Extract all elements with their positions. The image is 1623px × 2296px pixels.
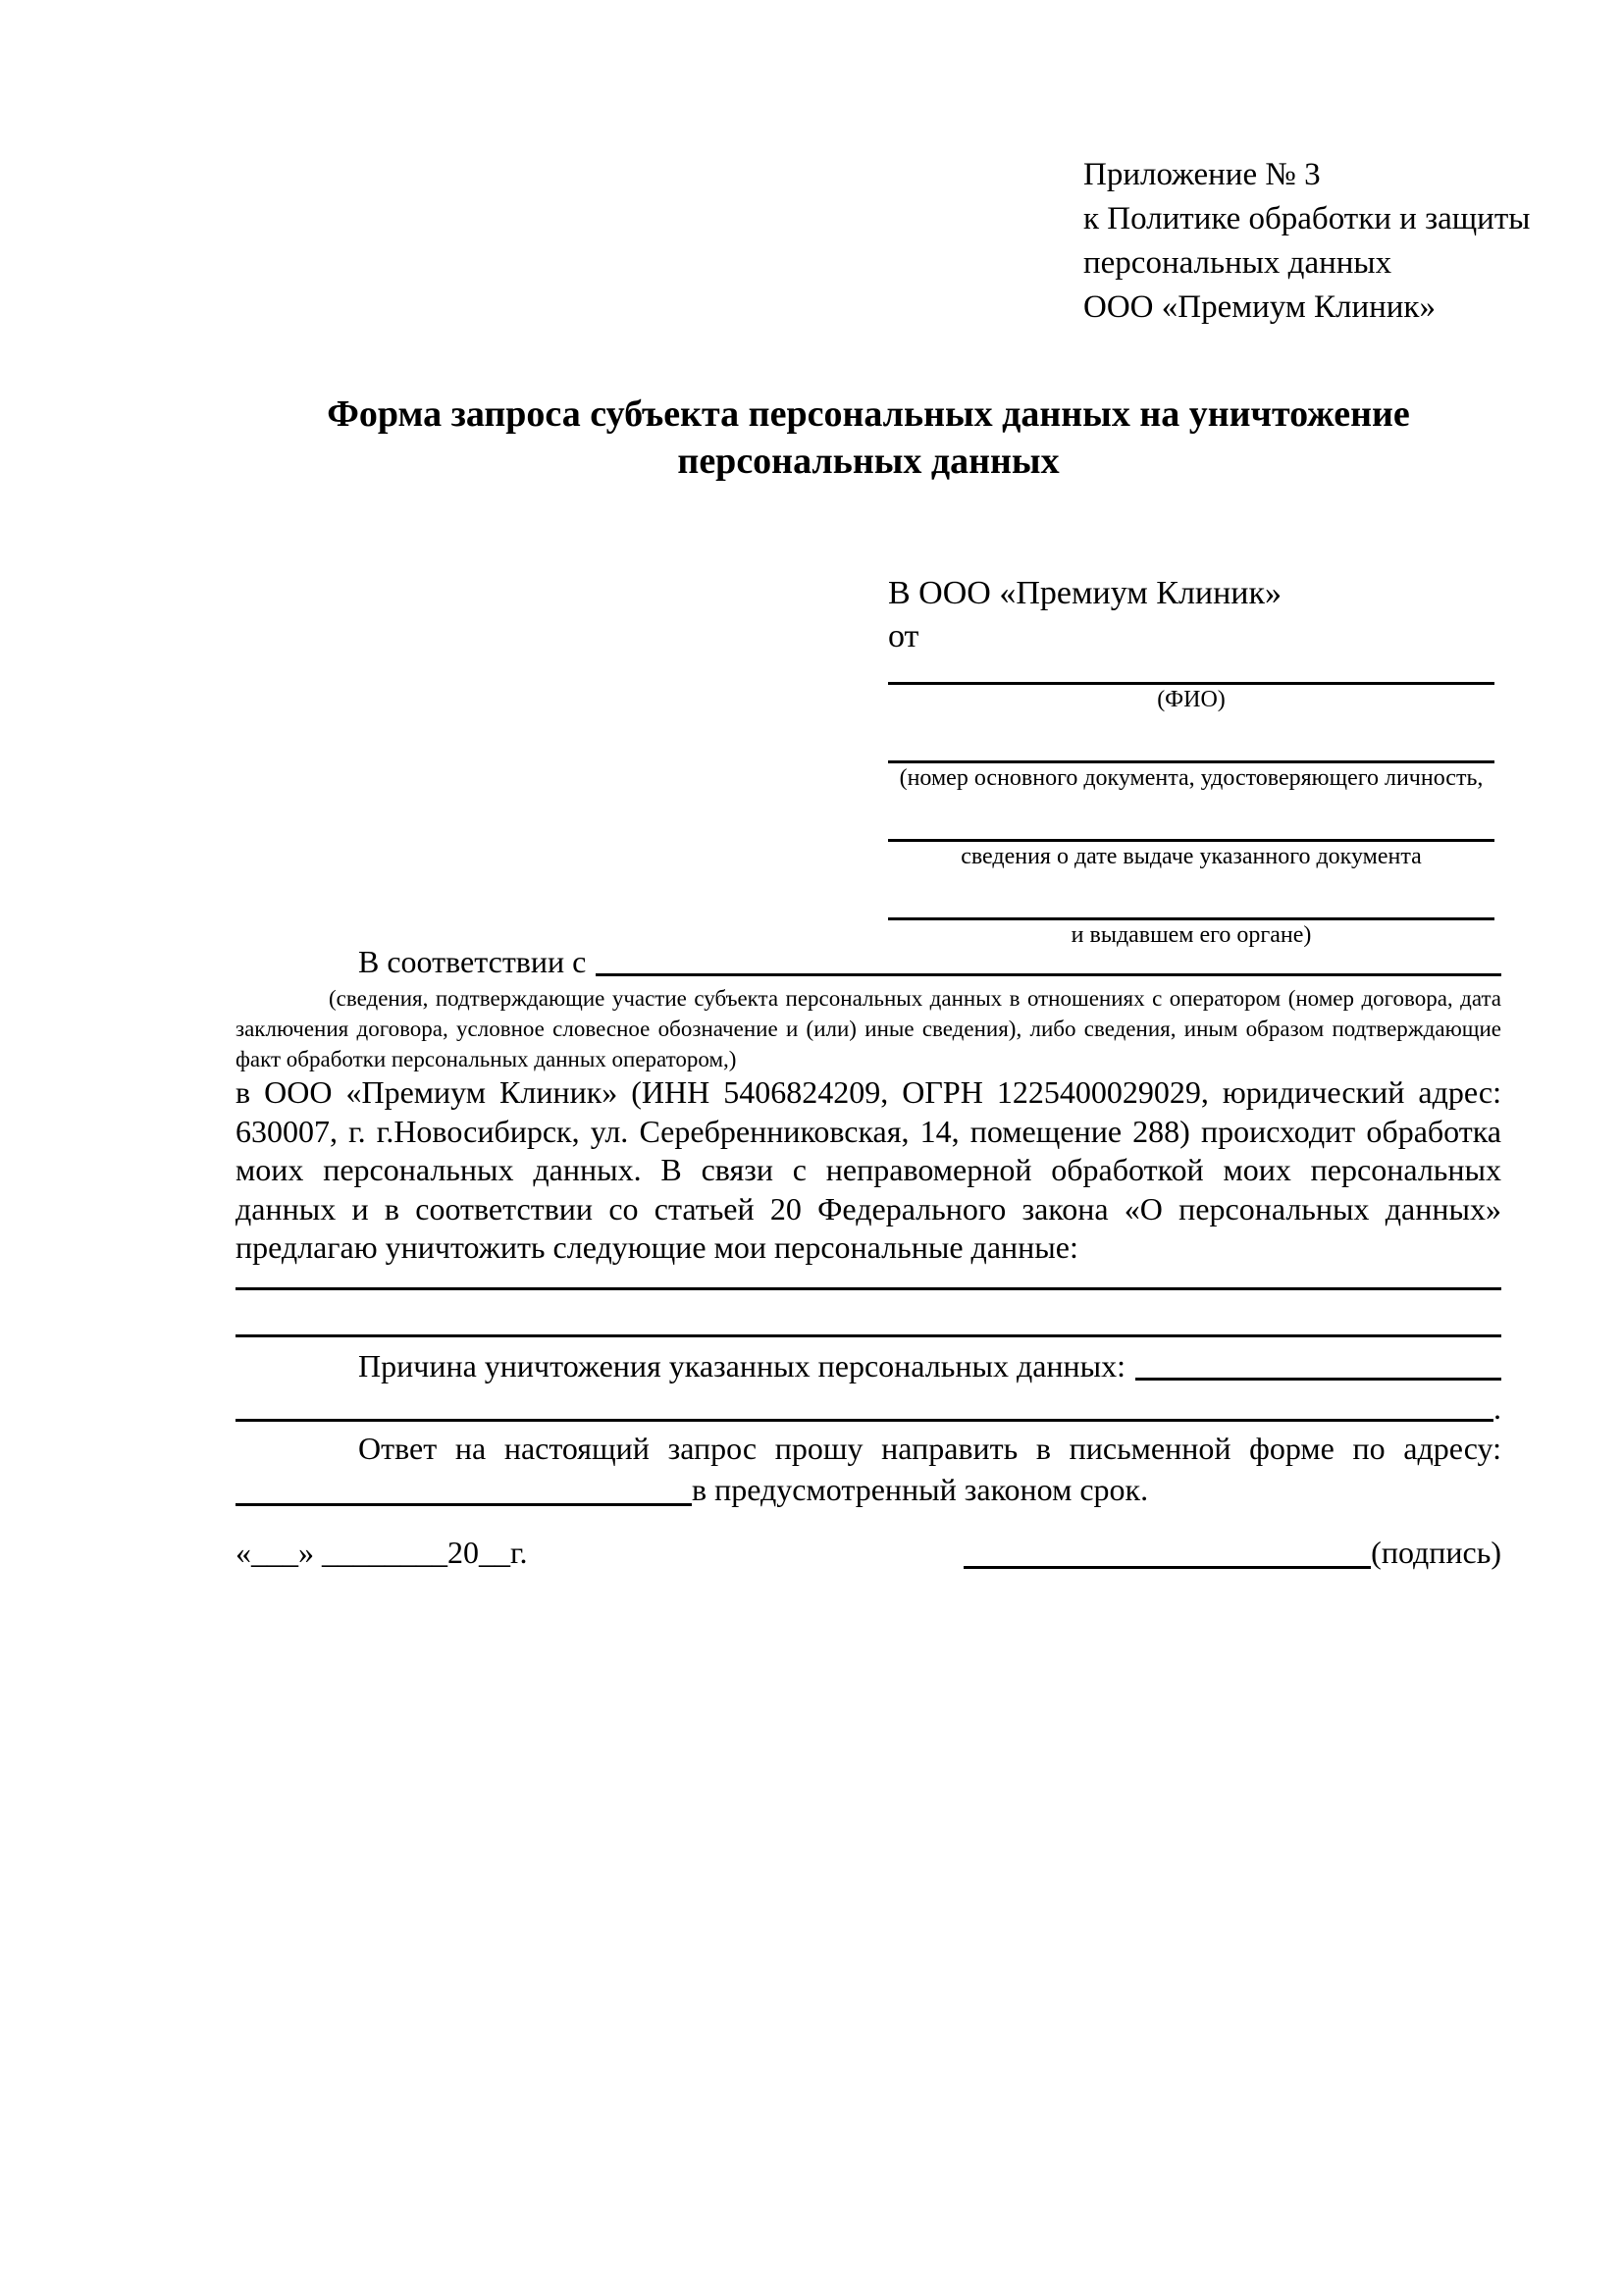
addressee-block [888, 572, 1494, 951]
document-title [236, 391, 1501, 485]
title-line-2: персональных данных [677, 441, 1060, 482]
signature-caption: (подпись) [1371, 1535, 1501, 1570]
doc-number-blank-line [888, 715, 1494, 763]
fio-blank-line [888, 658, 1494, 685]
doc-number-caption: (номер основного документа, удостоверяющего личность, [899, 765, 1484, 791]
header-block [1083, 153, 1530, 330]
header-line: к Политике обработки и защиты [1083, 201, 1531, 236]
fio-caption: (ФИО) [1157, 687, 1226, 712]
title-line-1: Форма запроса субъекта персональных данных на уничтожение [327, 393, 1410, 435]
personal-data-blank-line-1 [236, 1287, 1501, 1290]
accordance-lead: В соответствии с [358, 944, 587, 979]
date-line: «___» ________20__г. [236, 1535, 528, 1570]
date-signature-row [236, 1533, 1501, 1572]
accordance-row [236, 942, 1501, 981]
reply-tail-label: в предусмотренный законом срок. [692, 1472, 1149, 1507]
issue-date-caption: сведения о дате выдаче указанного документа [961, 844, 1422, 869]
signature-group [964, 1533, 1501, 1572]
issue-date-blank-line [888, 794, 1494, 842]
personal-data-blank-line-2 [236, 1334, 1501, 1337]
accordance-note: (сведения, подтверждающие участие субъекта персональных данных в отношениях с оператором (номер договора, дата заключения договора, условное словесное обозначение и (или) иные сведения), либо сведения, иным образом подтверждающие факт обработки персональных данных оператором,) [236, 986, 1501, 1071]
reason-continuation-row [236, 1388, 1501, 1428]
header-line: Приложение № 3 [1083, 157, 1321, 192]
reply-paragraph: Ответ на настоящий запрос прошу направить в письменной форме по адресу: [358, 1431, 1501, 1466]
accordance-blank-line [596, 942, 1501, 976]
header-line: ООО «Премиум Клиник» [1083, 289, 1436, 325]
reply-tail-row [236, 1470, 1501, 1509]
reason-blank-line [1135, 1346, 1501, 1381]
reason-period: . [1493, 1390, 1501, 1426]
signature-blank-line [964, 1565, 1371, 1569]
reason-continuation-blank-line [236, 1419, 1493, 1422]
main-paragraph: в ООО «Премиум Клиник» (ИНН 5406824209, ОГРН 1225400029029, юридический адрес: 630007, г. г.Новосибирск, ул. Серебренниковская, 14, помещение 288) происходит обработка моих персональных данных. В связи с неправомерной обработкой моих персональных данных и в соответствии со статьей 20 Федерального закона «О персональных данных» предлагаю уничтожить следующие мои персональные данные: [236, 1074, 1501, 1265]
reason-label: Причина уничтожения указанных персональных данных: [358, 1348, 1126, 1383]
header-line: персональных данных [1083, 245, 1392, 281]
issuing-authority-caption: и выдавшем его органе) [1071, 922, 1312, 948]
issuing-authority-blank-line [888, 872, 1494, 920]
addressee-to: В ООО «Премиум Клиник» [888, 575, 1283, 611]
address-blank-line [236, 1502, 692, 1506]
reason-row [236, 1346, 1501, 1385]
addressee-from-label: от [888, 618, 919, 654]
